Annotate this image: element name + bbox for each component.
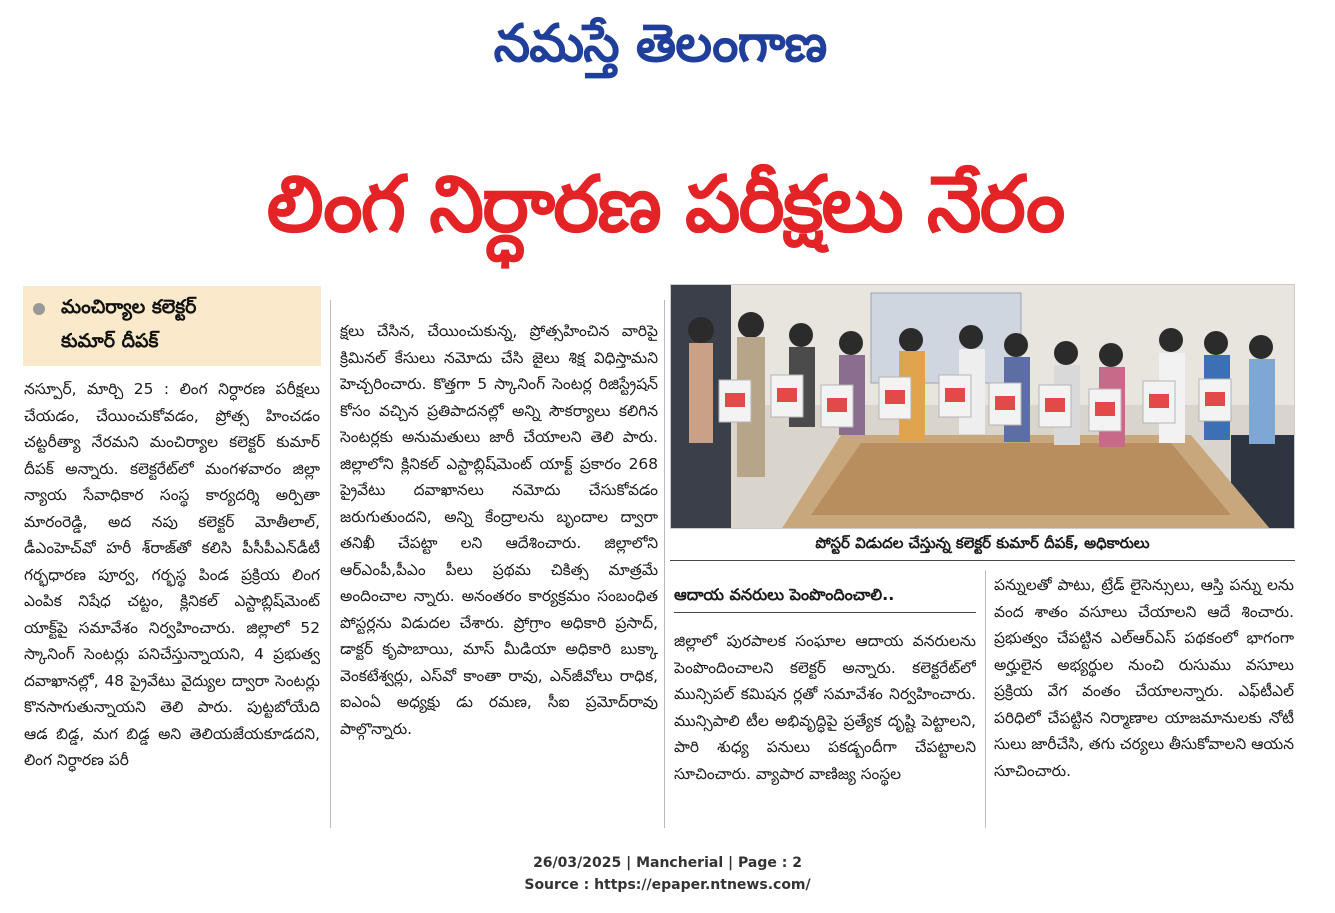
article-column-4: పన్నులతో పాటు, ట్రేడ్ లైసెన్సులు, ఆస్తి పన్ను లను వంద శాతం వసూలు చేయాలని ఆదే శించారు. ప్రభుత్వం చేపట్టిన ఎల్ఆర్ఎస్ పథకంలో భాగంగా అర్హులైన అభ్యర్థుల నుంచి రుసుము వసూలు ప్రక్రియ వేగ వంతం చేయాలన్నారు. ఎఫ్‌టీఎల్ పరిధిలో చేపట్టిన నిర్మాణాల యాజమానులకు నోటీ సులు జారీచేసి, తగు చర్యలు తీసుకోవాలని ఆయన సూచించారు. bbox=[994, 576, 1294, 780]
highlight-row-2 bbox=[33, 326, 311, 360]
article-column-2: క్షలు చేసిన, చేయించుకున్న, ప్రోత్సహించిన వారిపై క్రిమినల్ కేసులు నమోదు చేసి జైలు శిక్ష విధిస్తామని హెచ్చరించారు. కొత్తగా 5 స్కానింగ్ సెంటర్ల రిజిస్ట్రేషన్ కోసం వచ్చిన ప్రతిపాదనల్లో అన్ని సౌకర్యాలు కలిగిన సెంటర్లకు అనుమతులు జారీ చేయాలని తెలి పారు. జిల్లాలోని క్లినికల్ ఎస్టాబ్లిష్‌మెంట్ యాక్ట్ ప్రకారం 268 ప్రైవేటు దవాఖానలు నమోదు చేసుకోవడం జరుగుతుందని, అన్ని కేంద్రాలను బృందాల ద్వారా తనిఖీ చేపట్టా లని ఆదేశించారు. జిల్లాలోని ఆర్ఎంపీ,పీఎం పీలు ప్రథమ చికిత్స మాత్రమే అందించాల న్నారు. అనంతరం కార్యక్రమం సంబంధిత పోస్టర్లను విడుదల చేశారు. ప్రోగ్రాం అధికారి ప్రసాద్, డాక్టర్ కృపాబాయి, మాస్ మీడియా అధికారి బుక్కా వెంకటేశ్వర్లు, ఎస్‌వో కాంతా రావు, ఎన్‌జీవోలు రాధిక, ఐఎంఏ అధ్యక్షు డు రమణ, సీఐ ప్రమోద్‌రావు పాల్గొన్నారు. bbox=[340, 322, 658, 738]
newspaper-masthead: నమస్తే తెలంగాణ bbox=[493, 14, 827, 74]
article-column-1: నస్పూర్, మార్చి 25 : లింగ నిర్ధారణ పరీక్షలు చేయడం, చేయించుకోవడం, ప్రోత్స హించడం చట్టరీత్యా నేరమని మంచిర్యాల కలెక్టర్ కుమార్ దీపక్ అన్నారు. కలెక్టరేట్‌లో మంగళవారం జిల్లా న్యాయ సేవాధికార సంస్థ కార్యదర్శి అర్పితా మారంరెడ్డి, అద నపు కలెక్టర్ మోతీలాల్, డీఎంహెచ్‌వో హరీ శ్‌రాజ్‌తో కలిసి పీసీపీఎన్‌డీటీ గర్భధారణ పూర్వ, గర్భస్థ పిండ ప్రక్రియ లింగ ఎంపిక నిషేధ చట్టం, క్లినికల్ ఎస్టాబ్లిష్‌మెంట్ యాక్ట్‌పై సమావేశం నిర్వహించారు. జిల్లాలో 52 స్కానింగ్ సెంటర్లు పనిచేస్తున్నాయని, 4 ప్రభుత్వ దవాఖానల్లో, 48 ప్రైవేటు వైద్యుల ద్వారా సెంటర్లు కొనసాగుతున్నాయని తెలి పారు. పుట్టబోయేది ఆడ బిడ్డ, మగ బిడ్డ అని తెలియజేయకూడదని, లింగ నిర్ధారణ పరీ bbox=[24, 380, 320, 769]
column-divider bbox=[664, 300, 665, 828]
footer-date-line: 26/03/2025 | Mancherial | Page : 2 bbox=[533, 855, 802, 871]
sub-headline: ఆదాయ వనరులు పెంపొందించాలి.. bbox=[674, 585, 895, 604]
section-divider bbox=[670, 560, 1295, 561]
highlight-line-1: మంచిర్యాల కలెక్టర్ bbox=[61, 295, 197, 318]
highlight-row-1 bbox=[33, 292, 311, 326]
article-headline: లింగ నిర్ధారణ పరీక్షలు నేరం bbox=[266, 160, 1064, 250]
bullet-icon bbox=[33, 303, 45, 315]
footer-source-link[interactable]: Source : https://epaper.ntnews.com/ bbox=[524, 877, 811, 893]
column-divider bbox=[330, 300, 331, 828]
subhead-underline bbox=[674, 612, 976, 613]
page-footer bbox=[430, 852, 905, 896]
column-divider bbox=[985, 570, 986, 828]
article-column-3: జిల్లాలో పురపాలక సంఘాల ఆదాయ వనరులను పెంపొందించాలని కలెక్టర్ అన్నారు. కలెక్టరేట్‌లో మున్సిపల్ కమిషన ర్లతో సమావేశం నిర్వహించారు. మున్సిపాలి టీల అభివృద్ధిపై ప్రత్యేక దృష్టి పెట్టాలని, పారి శుధ్య పనులు పకడ్బందీగా చేపట్టాలని సూచించారు. వ్యాపార వాణిజ్య సంస్థల bbox=[674, 632, 976, 783]
photo-caption: పోస్టర్ విడుదల చేస్తున్న కలెక్టర్ కుమార్ దీపక్, అధికారులు bbox=[815, 534, 1150, 552]
highlight-line-2: కుమార్ దీపక్ bbox=[61, 329, 159, 352]
news-photo bbox=[670, 284, 1295, 529]
highlight-box bbox=[23, 286, 321, 366]
photo-illustration bbox=[671, 285, 1295, 529]
